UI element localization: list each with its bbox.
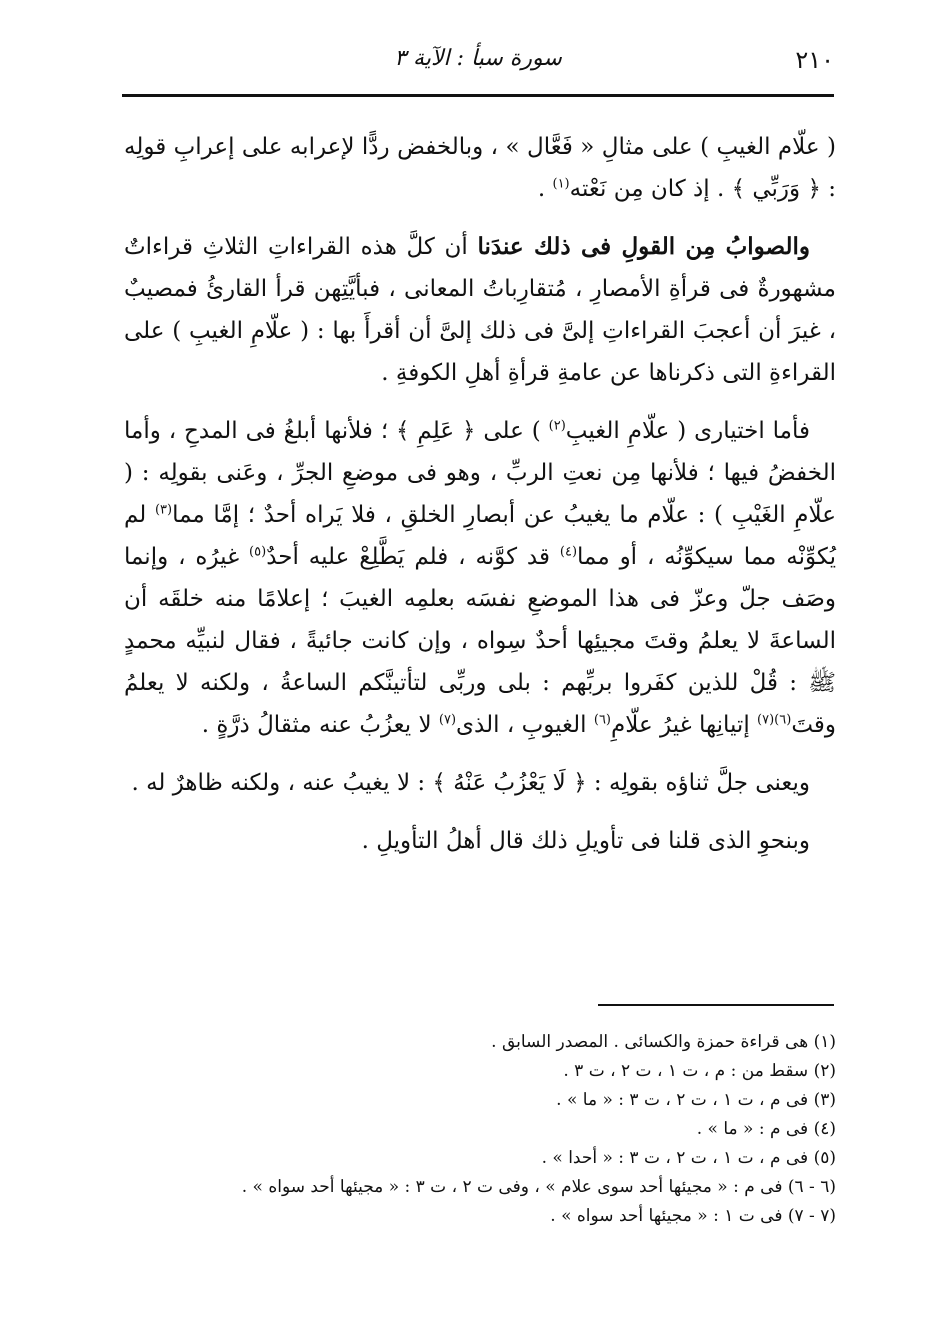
paragraph-5: وبنحوِ الذى قلنا فى تأويلِ ذلك قال أهلُ التأويلِ . [361,828,810,854]
paragraph-3-text: غيرُه ، وإنما وصَف جلّ وعزّ فى هذا الموضعِ نفسَه بعلمِه الغيبَ ؛ إعلامًا منه خلقَه أن الساعةَ لا يعلمُ وقتَ مجيئِها أحدٌ سِواه ، وإن كانت جائيةً ، فقال لنبيِّه محمدٍ ﷺ : قُلْ للذين كفَروا بربِّهم : بلى وربِّى لتأتينَّكم الساعةُ ، ولكنه لا يعلمُ وقتَ [124,544,836,738]
footnote-4: (٤) فى م : « ما » . [696,1119,836,1139]
running-title: سورة سبأ : الآية ٣ [394,46,562,71]
footnote-ref-1: (١) [552,176,570,192]
paragraph-2-text: أن كلَّ هذه القراءاتِ الثلاثِ قراءاتٌ مشهورةٌ فى قرأةِ الأمصارِ ، مُتقارِباتُ المعانى ، فبأيَّتِهن قرأ القارئُ فمصيبٌ ، غيرَ أن أعجبَ القراءاتِ إلىَّ فى ذلك إلىَّ أن أقرأَ بها : ( علّامِ الغيبِ ) على القراءةِ التى ذكرناها عن عامةِ قرأةِ أهلِ الكوفةِ . [124,234,836,386]
footnote-5: (٥) فى م ، ت ١ ، ت ٢ ، ت ٣ : « أحدا » . [541,1148,836,1168]
paragraph-2-bold-lead: والصوابُ مِن القولِ فى ذلك عندَنا [477,233,811,260]
paragraph-4: ويعنى جلَّ ثناؤه بقولِه : ﴿ لَا يَعْزُبُ عَنْهُ ﴾ : لا يغيبُ عنه ، ولكنه ظاهرٌ له . [131,770,810,796]
paragraph-3-text: فأما اختيارى ( علّامِ الغيبِ [565,418,811,444]
footnote-ref-6-end: (٦) [593,712,611,728]
footnote-ref-3: (٣) [154,502,173,518]
paragraph-3-text: لم يُكوِّنْه مما سيكوِّنُه ، أو مما [124,502,836,570]
main-text [124,126,836,878]
footnote-1: (١) هى قراءة حمزة والكسائى . المصدر السابق . [491,1032,836,1052]
footnote-6: (٦ - ٦) فى م : « مجيئها أحد سوى علام » ، وفى ت ٢ ، ت ٣ : « مجيئها أحد سواه » . [241,1177,836,1197]
paragraph-3 [124,410,836,746]
paragraph-1 [124,126,836,210]
footnote-ref-4: (٤) [559,544,578,560]
footnote-ref-7-end: (٧) [438,712,457,728]
paragraph-3-text: إتيانِها غيرُ علّامِ [611,712,758,738]
paragraph-3-text: لا يعزُبُ عنه مثقالُ ذرَّةٍ . [201,712,439,738]
footnote-separator [598,1004,834,1006]
paragraph-1-end: . [537,176,553,202]
paragraph-3-text: قد كوَّنه ، فلم يَطَّلِعْ عليه أحدٌ [266,544,560,570]
paragraph-3-text: الغيوبِ ، الذى [456,712,594,738]
footnote-ref-5: (٥) [249,544,267,560]
footnote-ref-6-7: (٦)(٧) [757,712,792,728]
footnote-2: (٢) سقط من : م ، ت ١ ، ت ٢ ، ت ٣ . [563,1061,836,1081]
paragraph-1-text: ( علّام الغيبِ ) على مثالِ « فَعَّال » ، وبالخفض ردًّا لإعرابه على إعرابِ قولِه : ﴿ وَرَبِّي ﴾ . إذ كان مِن نَعْته [124,134,836,202]
page-number: ٢١٠ [795,46,834,74]
header-rule [122,94,834,97]
footnote-ref-2: (٢) [548,418,566,434]
paragraph-2 [124,226,836,394]
page-header [122,36,834,96]
footnote-7: (٧ - ٧) فى ت ١ : « مجيئها أحد سواه » . [550,1206,836,1226]
paragraph-3-text: ) على ﴿ عَلِمِ ﴾ ؛ فلأنها أبلغُ فى المدحِ ، وأما الخفضُ فيها ؛ فلأنها مِن نعتِ الربِّ ، وهو فى موضعِ الجرِّ ، وعَنى بقولِه : ( علّامِ الغَيْبِ ) : علّام ما يغيبُ عن أبصارِ الخلقِ ، فلا يَراه أحدٌ ؛ إمَّا مما [124,418,836,528]
footnote-3: (٣) فى م ، ت ١ ، ت ٢ ، ت ٣ : « ما » . [556,1090,836,1110]
footnotes [180,1028,836,1231]
